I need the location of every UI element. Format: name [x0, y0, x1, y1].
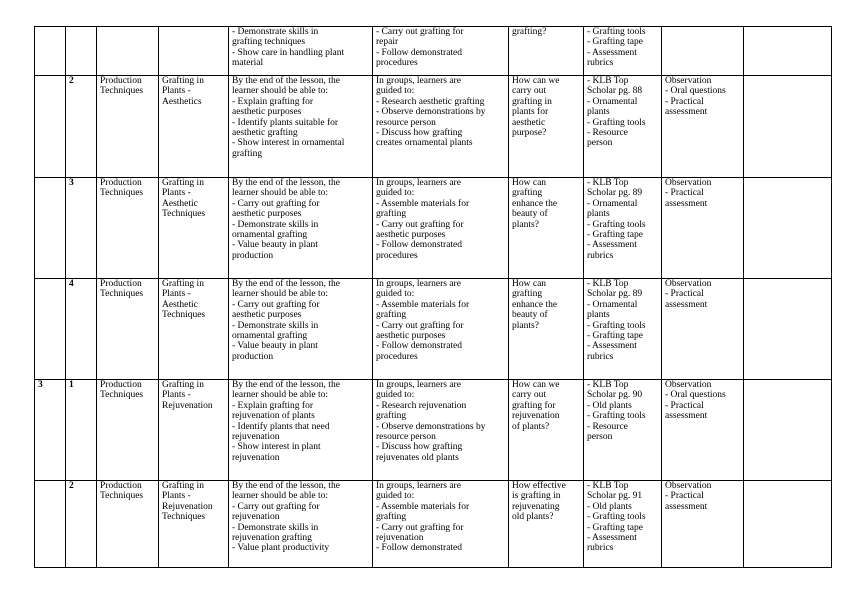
sub-strand-cell [159, 27, 229, 76]
cell-line: old plants? [512, 512, 554, 523]
cell-line: - Practical [665, 400, 704, 411]
cell-line: - Resource [587, 128, 628, 139]
cell-line: Observation [665, 380, 712, 390]
cell-line: - Ornamental [587, 96, 638, 107]
cell-line: - Explain grafting for [232, 96, 313, 107]
cell-line: - Grafting tools [587, 219, 646, 230]
cell-line: - Practical [665, 96, 704, 107]
scheme-of-work-table [34, 26, 832, 568]
cell-line: Grafting in [162, 76, 204, 86]
cell-line: How effective [512, 481, 566, 491]
cell-line: - Grafting tape [587, 331, 643, 342]
table-row [35, 27, 832, 76]
strand-cell [97, 76, 159, 178]
cell-line: Techniques [100, 188, 144, 199]
cell-line: - Carry out grafting for [376, 27, 464, 37]
cell-line: plants? [512, 219, 539, 230]
cell-line: Plants - [162, 289, 191, 300]
cell-line: - Identify plants suitable for [232, 117, 339, 128]
cell-line: - Grafting tools [587, 320, 646, 331]
cell-line: - KLB Top [587, 380, 629, 390]
cell-line: rejuvenation of plants [232, 411, 315, 422]
cell-line: - Show interest in plant [232, 442, 321, 453]
key-inquiry-question-cell [509, 279, 584, 380]
learning-experiences-cell [373, 27, 509, 76]
assessment-cell [662, 481, 744, 568]
cell-line: Observation [665, 279, 712, 289]
learning-outcomes-cell [229, 279, 373, 380]
cell-line: - Carry out grafting for [376, 219, 464, 230]
cell-line: Observation [665, 481, 712, 491]
cell-line: Aesthetic [162, 299, 198, 310]
cell-line: Production [100, 481, 142, 491]
cell-line: guided to: [376, 86, 415, 97]
cell-line: Grafting in [162, 279, 204, 289]
cell-text: 1 [69, 380, 74, 390]
cell-line: procedures [376, 351, 418, 362]
cell-line: grafting [376, 209, 407, 220]
sub-strand-cell [159, 481, 229, 568]
cell-line: Production [100, 178, 142, 188]
cell-line: ornamental grafting [232, 230, 308, 241]
cell-line: Techniques [100, 390, 144, 401]
cell-line: Rejuvenation [162, 501, 213, 512]
cell-line: person [587, 432, 613, 443]
cell-line: aesthetic purposes [376, 230, 446, 241]
cell-line: of plants? [512, 421, 550, 432]
table-row [35, 380, 832, 481]
lesson-cell [66, 178, 97, 279]
assessment-cell [662, 27, 744, 76]
cell-line: - KLB Top [587, 178, 629, 188]
key-inquiry-question-cell [509, 178, 584, 279]
cell-line: aesthetic purposes [232, 209, 302, 220]
cell-line: assessment [665, 411, 708, 422]
cell-line: - Follow demonstrated [376, 240, 463, 251]
cell-line: Techniques [100, 491, 144, 502]
cell-line: - Identify plants that need [232, 421, 330, 432]
cell-line: aesthetic grafting [232, 128, 298, 139]
cell-line: rejuvenation [376, 533, 424, 544]
cell-line: aesthetic purposes [376, 331, 446, 342]
learning-outcomes-cell [229, 178, 373, 279]
cell-line: - Assessment [587, 47, 637, 58]
table-row [35, 178, 832, 279]
learning-resources-cell [584, 178, 662, 279]
cell-line: rejuvenating [512, 501, 560, 512]
cell-line: - Discuss how grafting [376, 442, 463, 453]
cell-line: Plants - [162, 188, 191, 199]
cell-line: grafting [376, 411, 407, 422]
cell-line: - Assemble materials for [376, 198, 470, 209]
cell-line: enhance the [512, 198, 558, 209]
cell-line: Techniques [162, 512, 206, 523]
table-row [35, 279, 832, 380]
cell-line: Aesthetics [162, 96, 202, 107]
cell-line: Observation [665, 178, 712, 188]
week-cell [35, 178, 66, 279]
cell-line: assessment [665, 198, 708, 209]
cell-line: - Assessment [587, 341, 637, 352]
cell-line: - Assemble materials for [376, 299, 470, 310]
cell-line: - Oral questions [665, 86, 726, 97]
cell-line: rubrics [587, 58, 614, 69]
cell-line: learner should be able to: [232, 390, 329, 401]
cell-line: creates ornamental plants [376, 138, 473, 149]
cell-line: - Oral questions [665, 390, 726, 401]
key-inquiry-question-cell [509, 481, 584, 568]
cell-line: - Old plants [587, 501, 632, 512]
cell-line: rejuvenation [232, 512, 280, 523]
cell-line: - KLB Top [587, 481, 629, 491]
cell-line: - Value beauty in plant [232, 240, 318, 251]
learning-experiences-cell [373, 380, 509, 481]
cell-line: assessment [665, 501, 708, 512]
cell-line: In groups, learners are [376, 380, 461, 390]
cell-line: - Resource [587, 421, 628, 432]
cell-line: - Follow demonstrated [376, 543, 463, 554]
cell-line: learner should be able to: [232, 289, 329, 300]
remarks-cell [744, 76, 832, 178]
learning-resources-cell [584, 76, 662, 178]
sub-strand-cell [159, 279, 229, 380]
cell-line: grafting in [512, 96, 552, 107]
cell-line: Observation [665, 76, 712, 86]
week-cell [35, 27, 66, 76]
cell-line: resource person [376, 117, 436, 128]
cell-line: By the end of the lesson, the [232, 178, 340, 188]
cell-line: assessment [665, 107, 708, 118]
cell-line: Plants - [162, 86, 191, 97]
cell-line: rejuvenation grafting [232, 533, 312, 544]
week-cell [35, 76, 66, 178]
cell-line: procedures [376, 250, 418, 261]
learning-experiences-cell [373, 76, 509, 178]
cell-line: Production [100, 380, 142, 390]
assessment-cell [662, 76, 744, 178]
learning-experiences-cell [373, 178, 509, 279]
cell-line: - Follow demonstrated [376, 341, 463, 352]
cell-line: - Grafting tape [587, 522, 643, 533]
cell-line: - Research aesthetic grafting [376, 96, 485, 107]
cell-line: rubrics [587, 351, 614, 362]
cell-line: How can we [512, 380, 560, 390]
cell-line: grafting techniques [232, 37, 306, 48]
learning-experiences-cell [373, 279, 509, 380]
sub-strand-cell [159, 76, 229, 178]
cell-line: - Grafting tape [587, 37, 643, 48]
cell-line: - Practical [665, 188, 704, 199]
cell-line: grafting [512, 289, 543, 300]
cell-line: material [232, 58, 264, 69]
cell-line: Techniques [100, 289, 144, 300]
cell-line: rubrics [587, 250, 614, 261]
cell-line: plants [587, 107, 610, 118]
cell-text: 3 [38, 380, 43, 390]
cell-line: - KLB Top [587, 279, 629, 289]
remarks-cell [744, 27, 832, 76]
cell-line: By the end of the lesson, the [232, 481, 340, 491]
cell-line: Grafting in [162, 380, 204, 390]
cell-line: guided to: [376, 390, 415, 401]
cell-line: - Demonstrate skills in [232, 320, 319, 331]
strand-cell [97, 481, 159, 568]
cell-line: Scholar pg. 89 [587, 289, 643, 300]
cell-line: In groups, learners are [376, 481, 461, 491]
cell-line: rejuvenation [512, 411, 560, 422]
cell-line: - Ornamental [587, 299, 638, 310]
cell-line: - Show care in handling plant [232, 47, 345, 58]
cell-line: plants [587, 209, 610, 220]
sub-strand-cell [159, 178, 229, 279]
cell-line: aesthetic [512, 117, 546, 128]
remarks-cell [744, 178, 832, 279]
strand-cell [97, 178, 159, 279]
cell-line: - Observe demonstrations by [376, 421, 486, 432]
cell-line: aesthetic purposes [232, 310, 302, 321]
strand-cell [97, 27, 159, 76]
learning-outcomes-cell [229, 27, 373, 76]
cell-line: How can [512, 279, 547, 289]
cell-line: resource person [376, 432, 436, 443]
cell-line: - Explain grafting for [232, 400, 313, 411]
cell-line: - Research rejuvenation [376, 400, 467, 411]
cell-line: Aesthetic [162, 198, 198, 209]
lesson-cell [66, 76, 97, 178]
cell-line: learner should be able to: [232, 491, 329, 502]
table-body [35, 27, 832, 568]
cell-line: - Assessment [587, 533, 637, 544]
cell-line: plants [587, 310, 610, 321]
cell-line: guided to: [376, 491, 415, 502]
key-inquiry-question-cell [509, 380, 584, 481]
cell-line: rejuvenation [232, 432, 280, 443]
cell-line: grafting [232, 148, 263, 159]
cell-line: Grafting in [162, 178, 204, 188]
cell-line: Plants - [162, 491, 191, 502]
cell-line: How can [512, 178, 547, 188]
cell-line: purpose? [512, 128, 547, 139]
cell-line: - Carry out grafting for [376, 522, 464, 533]
cell-line: assessment [665, 299, 708, 310]
cell-text: 3 [69, 178, 74, 188]
cell-line: grafting [376, 512, 407, 523]
table-row [35, 76, 832, 178]
learning-resources-cell [584, 27, 662, 76]
cell-line: - Assessment [587, 240, 637, 251]
cell-line: - Show interest in ornamental [232, 138, 345, 149]
lesson-cell [66, 481, 97, 568]
cell-line: person [587, 138, 613, 149]
key-inquiry-question-cell [509, 76, 584, 178]
cell-line: enhance the [512, 299, 558, 310]
cell-line: By the end of the lesson, the [232, 279, 340, 289]
cell-line: Techniques [162, 310, 206, 321]
cell-line: learner should be able to: [232, 188, 329, 199]
cell-line: - Grafting tools [587, 117, 646, 128]
cell-line: plants for [512, 107, 549, 118]
cell-line: Scholar pg. 89 [587, 188, 643, 199]
cell-line: procedures [376, 58, 418, 69]
cell-line: How can we [512, 76, 560, 86]
lesson-cell [66, 27, 97, 76]
cell-line: - Observe demonstrations by [376, 107, 486, 118]
cell-line: - Carry out grafting for [232, 198, 320, 209]
cell-line: Plants - [162, 390, 191, 401]
learning-outcomes-cell [229, 380, 373, 481]
cell-line: By the end of the lesson, the [232, 380, 340, 390]
cell-line: guided to: [376, 188, 415, 199]
cell-line: grafting [376, 310, 407, 321]
cell-line: ornamental grafting [232, 331, 308, 342]
cell-text: 2 [69, 76, 74, 86]
learning-resources-cell [584, 481, 662, 568]
cell-line: Scholar pg. 91 [587, 491, 643, 502]
cell-line: - Practical [665, 491, 704, 502]
cell-line: Scholar pg. 88 [587, 86, 643, 97]
cell-line: rejuvenates old plants [376, 452, 459, 463]
cell-line: - Carry out grafting for [232, 501, 320, 512]
cell-line: In groups, learners are [376, 279, 461, 289]
remarks-cell [744, 481, 832, 568]
remarks-cell [744, 380, 832, 481]
cell-line: - Carry out grafting for [232, 299, 320, 310]
cell-line: Production [100, 279, 142, 289]
strand-cell [97, 279, 159, 380]
cell-line: grafting for [512, 400, 556, 411]
lesson-cell [66, 380, 97, 481]
sub-strand-cell [159, 380, 229, 481]
cell-line: In groups, learners are [376, 178, 461, 188]
cell-line: repair [376, 37, 399, 48]
cell-line: Production [100, 76, 142, 86]
table-row [35, 481, 832, 568]
learning-outcomes-cell [229, 481, 373, 568]
cell-line: Techniques [100, 86, 144, 97]
lesson-cell [66, 279, 97, 380]
cell-line: aesthetic purposes [232, 107, 302, 118]
cell-line: - Follow demonstrated [376, 47, 463, 58]
week-cell [35, 481, 66, 568]
cell-line: Techniques [162, 209, 206, 220]
cell-line: production [232, 351, 274, 362]
strand-cell [97, 380, 159, 481]
cell-line: carry out [512, 86, 547, 97]
remarks-cell [744, 279, 832, 380]
cell-line: rejuvenation [232, 452, 280, 463]
cell-line: - Demonstrate skills in [232, 219, 319, 230]
cell-line: - Value beauty in plant [232, 341, 318, 352]
cell-line: grafting? [512, 27, 547, 37]
cell-line: beauty of [512, 209, 548, 220]
cell-text: 4 [69, 279, 74, 289]
cell-line: - Grafting tape [587, 230, 643, 241]
cell-line: - Ornamental [587, 198, 638, 209]
cell-line: carry out [512, 390, 547, 401]
cell-line: - Assemble materials for [376, 501, 470, 512]
week-cell [35, 279, 66, 380]
cell-line: - Demonstrate skills in [232, 27, 319, 37]
cell-line: - Discuss how grafting [376, 128, 463, 139]
cell-line: - Grafting tools [587, 27, 646, 37]
cell-line: Rejuvenation [162, 400, 213, 411]
cell-text: 2 [69, 481, 74, 491]
cell-line: - Grafting tools [587, 512, 646, 523]
cell-line: - Demonstrate skills in [232, 522, 319, 533]
cell-line: rubrics [587, 543, 614, 554]
assessment-cell [662, 279, 744, 380]
week-cell [35, 380, 66, 481]
key-inquiry-question-cell [509, 27, 584, 76]
cell-line: - Value plant productivity [232, 543, 330, 554]
cell-line: beauty of [512, 310, 548, 321]
assessment-cell [662, 380, 744, 481]
cell-line: - Old plants [587, 400, 632, 411]
cell-line: - Practical [665, 289, 704, 300]
cell-line: learner should be able to: [232, 86, 329, 97]
cell-line: production [232, 250, 274, 261]
cell-line: - Grafting tools [587, 411, 646, 422]
cell-line: grafting [512, 188, 543, 199]
cell-line: is grafting in [512, 491, 561, 502]
learning-resources-cell [584, 380, 662, 481]
assessment-cell [662, 178, 744, 279]
cell-line: By the end of the lesson, the [232, 76, 340, 86]
cell-line: - Carry out grafting for [376, 320, 464, 331]
learning-outcomes-cell [229, 76, 373, 178]
cell-line: - KLB Top [587, 76, 629, 86]
cell-line: plants? [512, 320, 539, 331]
cell-line: In groups, learners are [376, 76, 461, 86]
cell-line: Scholar pg. 90 [587, 390, 643, 401]
cell-line: guided to: [376, 289, 415, 300]
learning-experiences-cell [373, 481, 509, 568]
cell-line: Grafting in [162, 481, 204, 491]
learning-resources-cell [584, 279, 662, 380]
